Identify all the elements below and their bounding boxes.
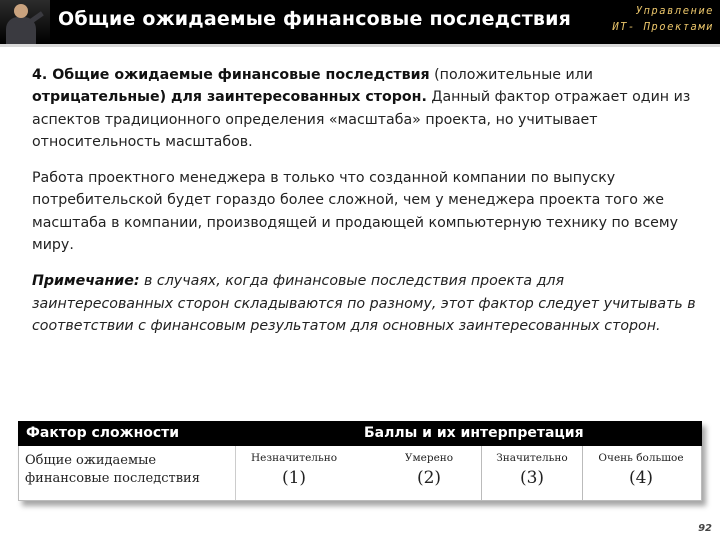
factor-heading-cont: (положительные или <box>429 67 594 83</box>
paragraph-note <box>32 270 702 337</box>
note-label: Примечание: <box>32 273 140 290</box>
slide-body <box>32 64 702 351</box>
score-value: (4) <box>628 468 654 488</box>
factor-name: Общие ожидаемые финансовые последствия <box>25 453 200 486</box>
brand-line-2: ИТ- Проектами <box>612 21 714 33</box>
factor-heading-bold-cont: отрицательные) для заинтересованных сторон. <box>32 89 427 106</box>
score-cell-1 <box>235 446 352 500</box>
presenter-head <box>14 4 28 18</box>
score-label: Незначительно <box>250 452 338 464</box>
complexity-table <box>18 421 702 501</box>
slide-title: Общие ожидаемые финансовые последствия <box>58 8 572 30</box>
table-header <box>18 421 702 446</box>
page-number: 92 <box>698 523 712 534</box>
header-scores: Баллы и их интерпретация <box>364 425 584 441</box>
header-factor: Фактор сложности <box>26 425 180 441</box>
score-cell-2 <box>371 446 487 500</box>
header-divider <box>0 44 720 47</box>
score-value: (2) <box>416 468 442 488</box>
factor-heading: 4. Общие ожидаемые финансовые последствия <box>32 67 430 83</box>
paragraph-example: Работа проектного менеджера в только что созданной компании по выпуску потребительской будет гораздо более сложной, чем у менеджера проекта того же масштаба в компании, производящей и продающей компьютерную технику по всему миру. <box>32 170 678 254</box>
score-value: (1) <box>281 468 307 488</box>
note-text: в случаях, когда финансовые последствия проекта для заинтересованных сторон складываются по разному, этот фактор следует учитывать в соответствии с финансовым результатом для основных заинтересованных сторон. <box>32 273 696 334</box>
score-label: Умерено <box>404 452 454 464</box>
score-label: Очень большое <box>598 452 684 464</box>
brand-logo <box>612 3 714 35</box>
factor-description: Данный фактор отражает один из аспектов традиционного определения «масштаба» проекта, но учитывает относительность масштабов. <box>32 89 691 150</box>
score-cell-4 <box>581 446 701 500</box>
score-value: (3) <box>519 468 545 488</box>
paragraph-definition <box>32 64 702 153</box>
slide-header <box>0 0 720 44</box>
presenter-photo <box>0 0 50 44</box>
table-row <box>18 446 702 501</box>
score-label: Значительно <box>496 452 568 464</box>
score-cell-3 <box>481 446 583 500</box>
brand-line-1: Управление <box>635 5 714 17</box>
